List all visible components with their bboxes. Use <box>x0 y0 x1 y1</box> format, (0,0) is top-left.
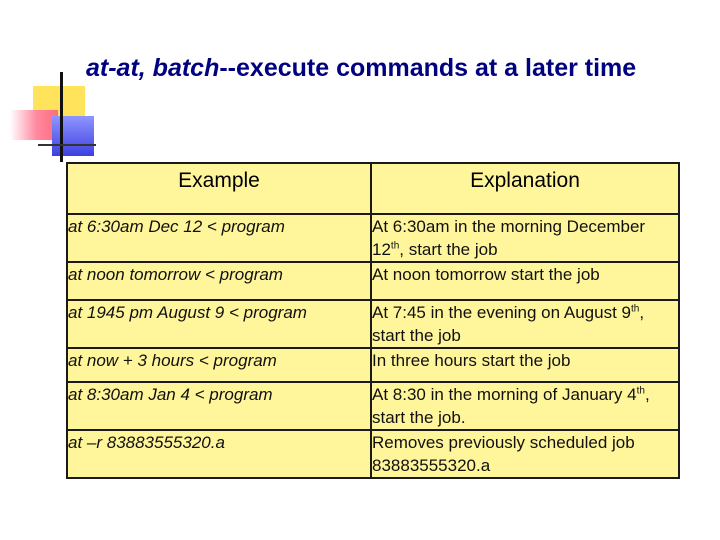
explanation-cell: Removes previously scheduled job 83883555320.a <box>371 430 679 478</box>
explanation-cell: At 7:45 in the evening on August 9th, start the job <box>371 300 679 348</box>
table-row <box>67 300 679 348</box>
decor-vertical-line <box>60 72 63 162</box>
header-example: Example <box>67 163 371 214</box>
slide-title <box>86 52 686 84</box>
explanation-cell: At 8:30 in the morning of January 4th, start the job. <box>371 382 679 430</box>
example-cell: at 1945 pm August 9 < program <box>67 300 371 348</box>
title-command: at-at, batch <box>86 54 220 82</box>
decor-blue-square <box>52 116 94 156</box>
table-row <box>67 430 679 478</box>
header-explanation: Explanation <box>371 163 679 214</box>
at-command-table <box>66 162 680 479</box>
example-cell: at noon tomorrow < program <box>67 262 371 300</box>
table-header-row <box>67 163 679 214</box>
explanation-cell: In three hours start the job <box>371 348 679 382</box>
table-row <box>67 214 679 262</box>
example-cell: at now + 3 hours < program <box>67 348 371 382</box>
example-cell: at –r 83883555320.a <box>67 430 371 478</box>
title-description: --execute commands at a later time <box>219 54 637 82</box>
example-cell: at 6:30am Dec 12 < program <box>67 214 371 262</box>
decor-pink-bar <box>10 110 58 140</box>
example-cell: at 8:30am Jan 4 < program <box>67 382 371 430</box>
decor-horizontal-line <box>38 144 96 146</box>
table-row <box>67 348 679 382</box>
explanation-cell: At noon tomorrow start the job <box>371 262 679 300</box>
table-row <box>67 262 679 300</box>
explanation-cell: At 6:30am in the morning December 12th, start the job <box>371 214 679 262</box>
table-row <box>67 382 679 430</box>
